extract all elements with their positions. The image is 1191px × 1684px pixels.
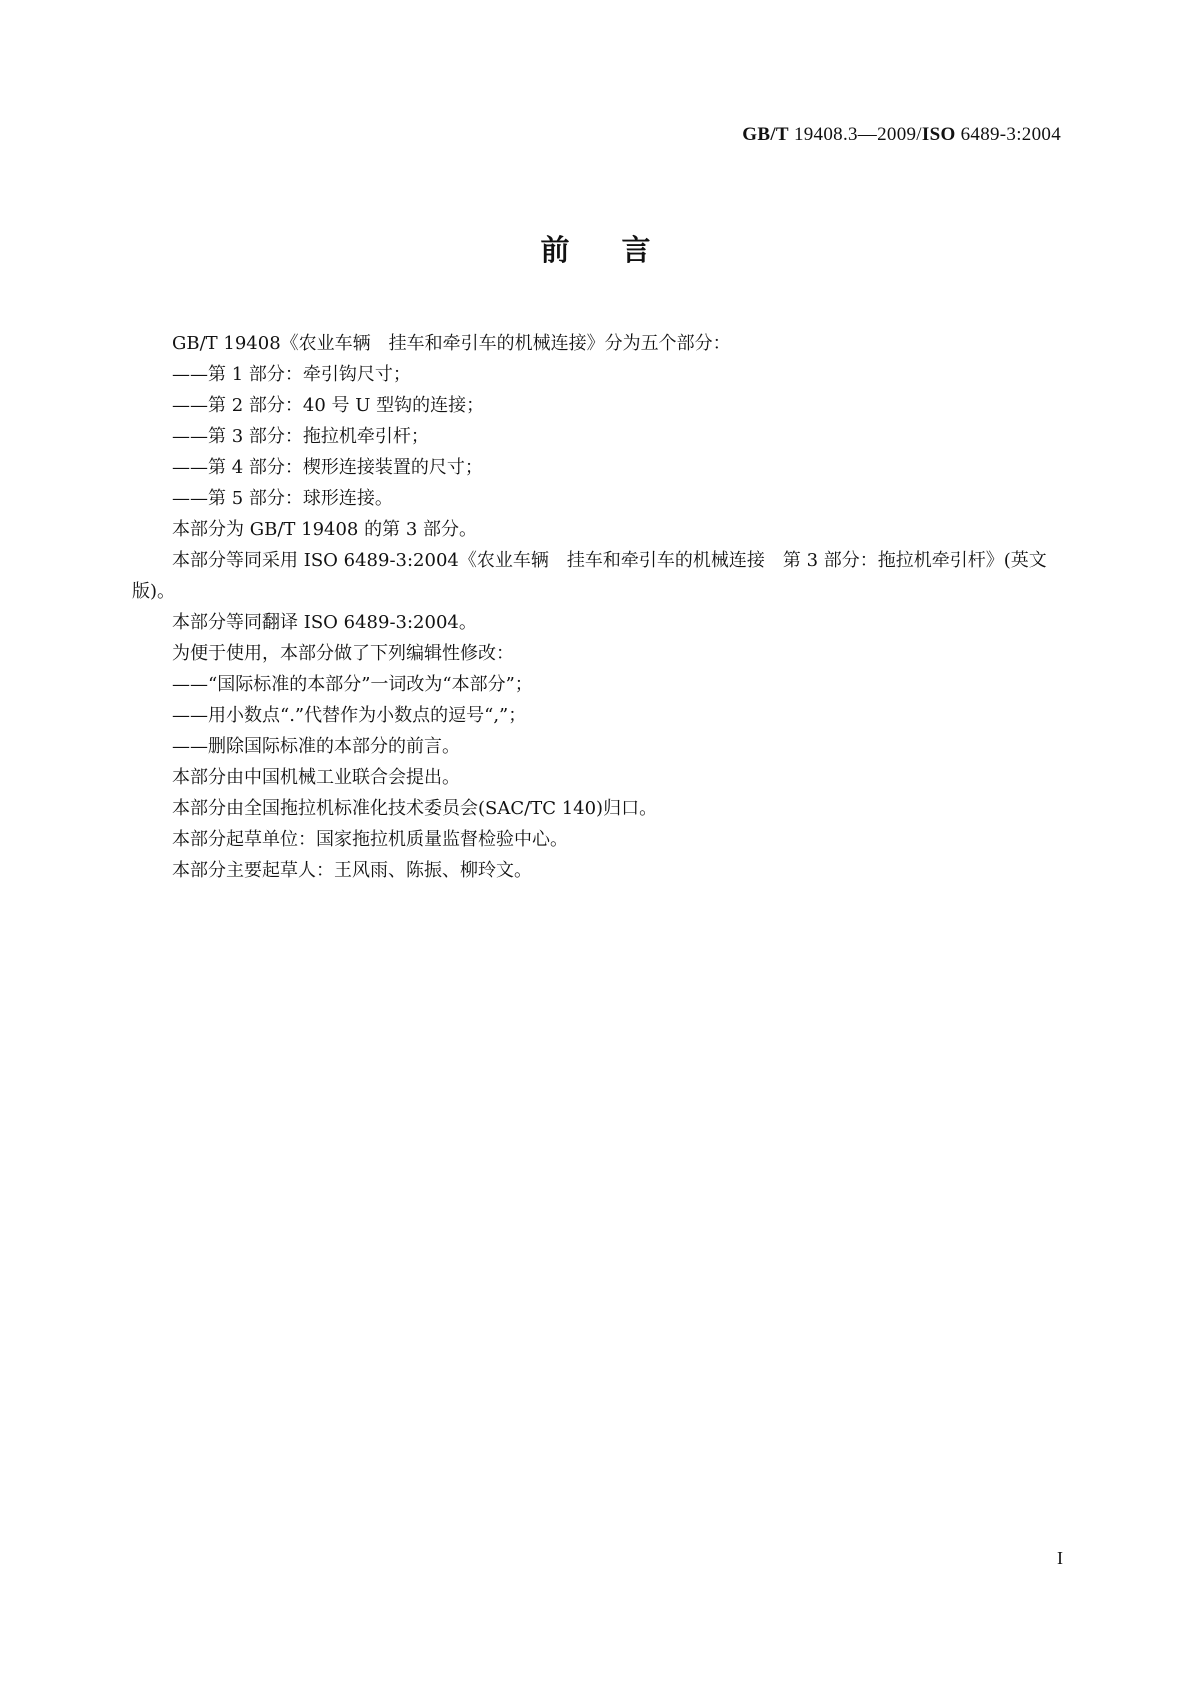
list-item: ——第 4 部分：楔形连接装置的尺寸； [172, 457, 483, 478]
page-number: I [1057, 1548, 1063, 1568]
list-item: ——“国际标准的本部分”一词改为“本部分”； [172, 674, 533, 695]
paragraph: 本部分起草单位：国家拖拉机质量监督检验中心。 [172, 829, 568, 850]
list-item: ——第 5 部分：球形连接。 [172, 488, 393, 509]
paragraph: 本部分主要起草人：王风雨、陈振、柳玲文。 [172, 860, 532, 881]
list-item: ——删除国际标准的本部分的前言。 [172, 736, 460, 757]
foreword-body [132, 328, 1062, 886]
standard-code-gbt: GB/T [742, 124, 789, 145]
list-item: ——用小数点“.”代替作为小数点的逗号“,”； [172, 705, 527, 726]
paragraph: 为便于使用，本部分做了下列编辑性修改： [172, 643, 514, 664]
paragraph: 本部分为 GB/T 19408 的第 3 部分。 [172, 519, 477, 540]
standard-code-header [742, 124, 1061, 146]
standard-code-iso: ISO [921, 124, 956, 145]
page-title: 前言 [540, 233, 703, 267]
paragraph: GB/T 19408《农业车辆 挂车和牵引车的机械连接》分为五个部分： [172, 333, 731, 354]
list-item: ——第 1 部分：牵引钩尺寸； [172, 364, 411, 385]
paragraph: 本部分由全国拖拉机标准化技术委员会(SAC/TC 140)归口。 [172, 798, 658, 819]
paragraph: 本部分由中国机械工业联合会提出。 [172, 767, 460, 788]
paragraph: 本部分等同翻译 ISO 6489-3:2004。 [172, 612, 477, 633]
standard-code-iso-number: 6489-3:2004 [960, 124, 1061, 145]
standard-code-number: 19408.3—2009/ [793, 124, 922, 145]
list-item: ——第 2 部分：40 号 U 型钩的连接； [172, 395, 485, 416]
list-item: ——第 3 部分：拖拉机牵引杆； [172, 426, 429, 447]
paragraph: 本部分等同采用 ISO 6489-3:2004《农业车辆 挂车和牵引车的机械连接 第 3 部分：拖拉机牵引杆》(英文版)。 [132, 550, 1047, 602]
